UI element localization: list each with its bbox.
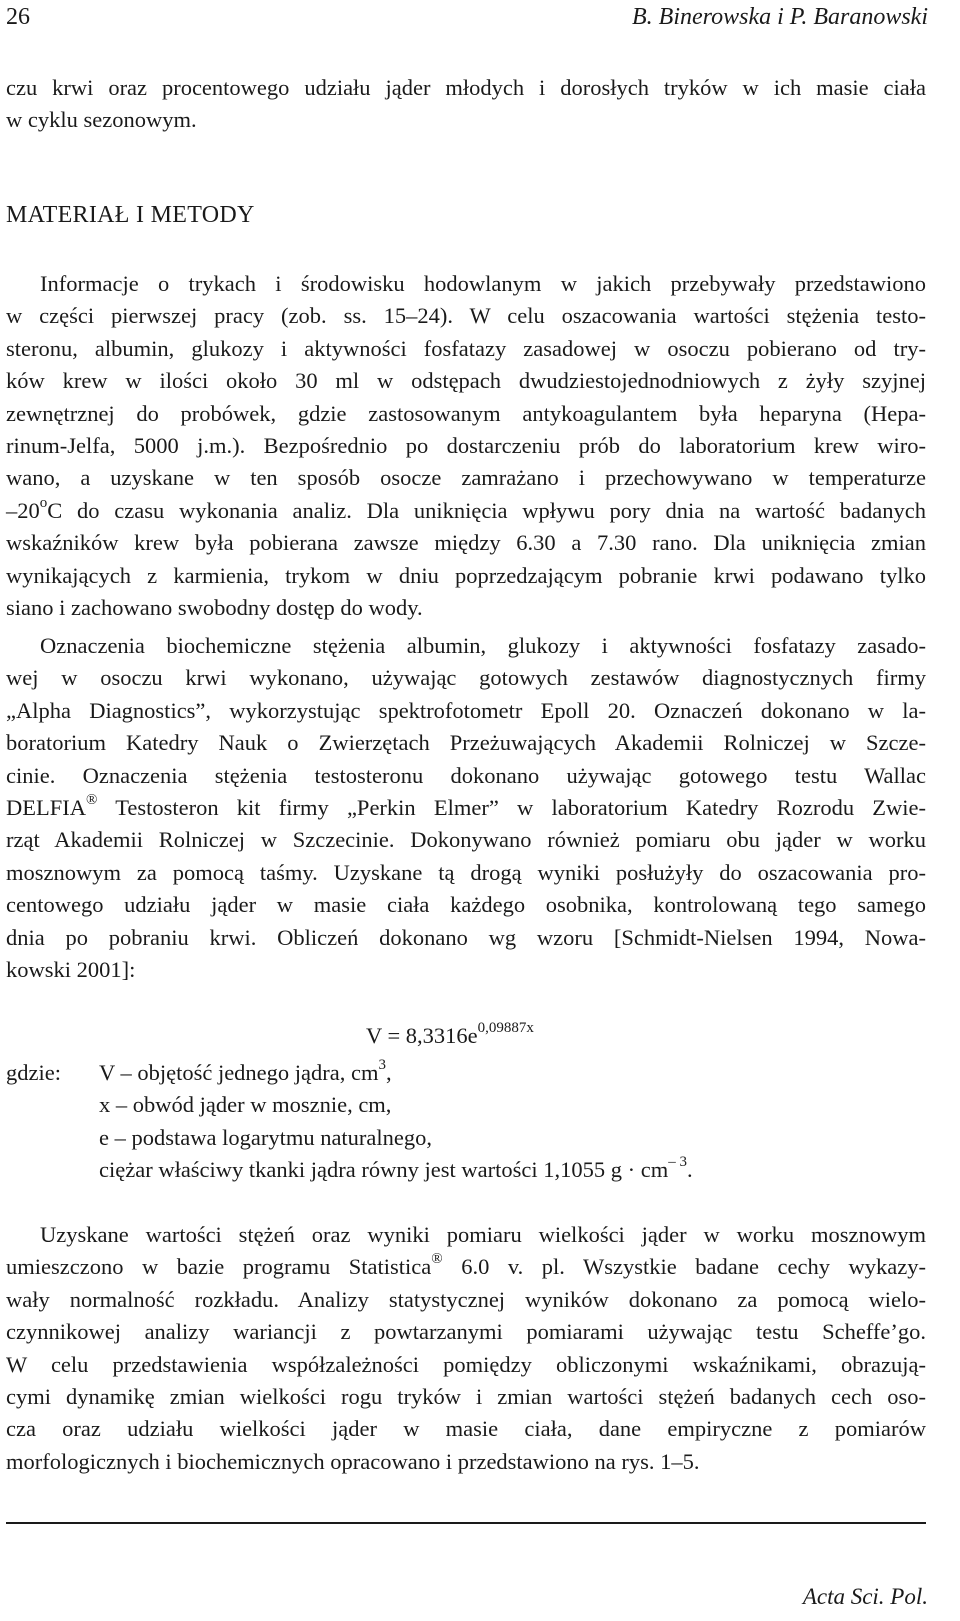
statistica-line (6, 1251, 926, 1283)
section-heading: MATERIAŁ I METODY (6, 202, 255, 228)
page-number: 26 (6, 4, 30, 30)
brand-name: DELFIA (6, 794, 86, 820)
text-line: zewnętrznej do probówek, gdzie zastosowanym antykoagulantem była heparyna (Hepa- (6, 400, 926, 426)
text-line: „Alpha Diagnostics”, wykorzystując spektrofotometr Epoll 20. Oznaczeń dokonano w la- (6, 697, 926, 723)
registered-mark: ® (431, 1251, 443, 1268)
text-line: wynikających z karmienia, trykom w dniu poprzedzającym pobranie krwi podawano tylko (6, 562, 926, 588)
definition-text: ciężar właściwy tkanki jądra równy jest wartości 1,1055 g · cm (99, 1157, 669, 1183)
registered-mark: ® (86, 791, 98, 808)
text-line: steronu, albumin, glukozy i aktywności fosfatazy zasadowej w osoczu pobierano od try- (6, 335, 926, 361)
text-line: siano i zachowano swobodny dostęp do wody. (6, 594, 423, 620)
footer-rule (6, 1522, 926, 1524)
running-head: B. Binerowska i P. Baranowski (632, 4, 928, 30)
definition-text: V – objętość jednego jądra, cm (99, 1060, 379, 1085)
definition-tail: , (386, 1060, 392, 1085)
text-line: centowego udziału jąder w masie ciała każdego osobnika, kontrolowaną tego samego (6, 892, 926, 918)
temperature-line (6, 495, 926, 527)
temp-rest: C do czasu wykonania analiz. Dla uniknięcia wpływu pory dnia na wartość badanych (47, 497, 926, 523)
unit-exponent: – 3 (668, 1154, 687, 1171)
text-line: wej w osoczu krwi wykonano, używając gotowych zestawów diagnostycznych firmy (6, 665, 926, 691)
text-line: boratorium Katedry Nauk o Zwierzętach Przeżuwających Akademii Rolniczej w Szcze- (6, 730, 926, 756)
text-line: w cyklu sezonowym. (6, 107, 197, 133)
text-line: cza oraz udziału wielkości jąder w masie ciała, dane empiryczne z pomiarów (6, 1416, 926, 1442)
text-line: czynnikowej analizy wariancji z powtarzanymi pomiarami używając testu Scheffe’go. (6, 1319, 926, 1345)
degree-sup: o (39, 494, 48, 511)
text-line: czu krwi oraz procentowego udziału jąder młodych i dorosłych tryków w ich masie ciała (6, 75, 926, 100)
methods-paragraph-1 (6, 268, 926, 624)
line-pre: umieszczono w bazie programu Statistica (6, 1254, 432, 1280)
delfia-line (6, 792, 926, 824)
methods-paragraph-2 (6, 630, 926, 986)
text-line: W celu przedstawienia współzależności pomiędzy obliczonymi wskaźnikami, obrazują- (6, 1351, 926, 1377)
definitions-list (99, 1057, 693, 1187)
definition-tail: . (686, 1157, 693, 1183)
text-line: morfologicznych i biochemicznych opracowano i przedstawiono na rys. 1–5. (6, 1448, 700, 1474)
text-line: wano, a uzyskane w ten sposób osocze zamrażano i przechowywano w temperaturze (6, 465, 926, 491)
text-line: w części pierwszej pracy (zob. ss. 15–24). W celu oszacowania wartości stężenia testo- (6, 303, 926, 329)
definition-v (99, 1057, 693, 1089)
formula-exponent: 0,09887x (477, 1020, 534, 1036)
text-line: Informacje o trykach i środowisku hodowlanym w jakich przebywały przedstawiono (40, 271, 926, 296)
intro-paragraph (6, 72, 926, 137)
temp-value: –20 (6, 497, 40, 523)
text-line: Uzyskane wartości stężeń oraz wyniki pomiaru wielkości jąder w worku mosznowym (40, 1222, 926, 1247)
where-label: gdzie: (6, 1060, 61, 1085)
text-line: rinum-Jelfa, 5000 j.m.). Bezpośrednio po dostarczeniu prób do laboratorium krew wiro- (6, 432, 926, 458)
unit-exponent: 3 (378, 1057, 387, 1073)
definition-e: e – podstawa logarytmu naturalnego, (99, 1124, 433, 1150)
text-line: cinie. Oznaczenia stężenia testosteronu dokonano używając gotowego testu Wallac (6, 762, 926, 788)
formula-base: V = 8,3316e (366, 1023, 478, 1048)
text-line: dnia po pobraniu krwi. Obliczeń dokonano wg wzoru [Schmidt-Nielsen 1994, Nowa- (6, 924, 926, 950)
methods-paragraph-3 (6, 1219, 926, 1478)
line-rest: Testosteron kit firmy „Perkin Elmer” w laboratorium Katedry Rozrodu Zwie- (97, 794, 926, 820)
text-line: kowski 2001]: (6, 956, 136, 982)
text-line: ków krew w ilości około 30 ml w odstępach dwudziestojednodniowych z żyły szyjnej (6, 368, 926, 394)
text-line: wały normalność rozkładu. Analizy statystycznej wyników dokonano za pomocą wielo- (6, 1286, 926, 1312)
text-line: mosznowym za pomocą taśmy. Uzyskane tą drogą wyniki posłużyły do oszacowania pro- (6, 859, 926, 885)
text-line: Oznaczenia biochemiczne stężenia albumin, glukozy i aktywności fosfatazy zasado- (40, 633, 926, 658)
definition-density (99, 1154, 693, 1186)
text-line: rząt Akademii Rolniczej w Szczecinie. Dokonywano również pomiaru obu jąder w worku (6, 827, 926, 853)
text-line: cymi dynamikę zmian wielkości rogu tryków i zmian wartości stężeń badanych cech oso- (6, 1383, 926, 1409)
text-line: wskaźników krew była pobierana zawsze między 6.30 a 7.30 rano. Dla uniknięcia zmian (6, 530, 926, 556)
definition-x: x – obwód jąder w mosznie, cm, (99, 1092, 392, 1118)
volume-formula (366, 1020, 534, 1052)
line-rest: 6.0 v. pl. Wszystkie badane cechy wykazy- (442, 1254, 926, 1280)
journal-name: Acta Sci. Pol. (802, 1584, 928, 1609)
